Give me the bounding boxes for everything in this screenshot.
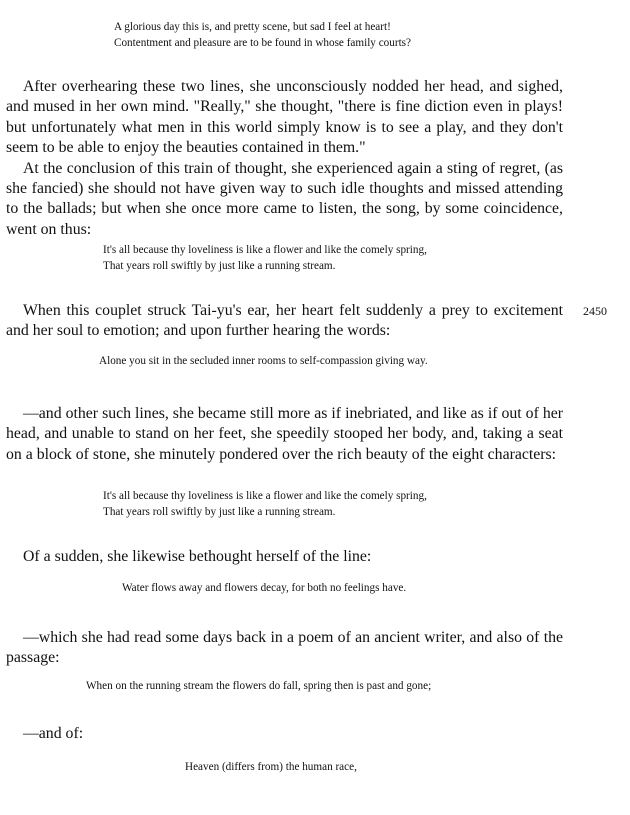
paragraph: When this couplet struck Tai-yu's ear, her heart felt suddenly a prey to excitement and her soul to emotion; and upon further hearing the words: (6, 302, 563, 340)
paragraph-block-6 (6, 724, 563, 744)
paragraph-block-3 (6, 404, 563, 465)
verse-block-2 (103, 242, 427, 274)
verse-block-5 (122, 580, 406, 596)
verse-line: That years roll swiftly by just like a running stream. (103, 506, 336, 518)
verse-line: A glorious day this is, and pretty scene, but sad I feel at heart! (114, 21, 391, 33)
paragraph-block-1 (6, 77, 563, 240)
verse-block-4 (103, 488, 427, 520)
verse-line: Contentment and pleasure are to be found in whose family courts? (114, 37, 412, 49)
verse-block-1 (114, 19, 411, 51)
verse-line: It's all because thy loveliness is like a flower and like the comely spring, (103, 490, 427, 502)
verse-block-7 (185, 759, 357, 775)
paragraph-block-2 (6, 301, 563, 342)
verse-line: It's all because thy loveliness is like a flower and like the comely spring, (103, 244, 427, 256)
paragraph: After overhearing these two lines, she unconsciously nodded her head, and sighed, and mused in her own mind. "Really," she thought, "there is fine diction even in plays! but unfortunately what men in this world simply know is to see a play, and they don't seem to be able to enjoy the beauties contained in them." (6, 78, 563, 157)
paragraph-block-4 (6, 547, 563, 567)
paragraph: At the conclusion of this train of thought, she experienced again a sting of regret, (as she fancied) she should not have given way to such idle thoughts and missed attending to the ballads; but when she once more came to listen, the song, by some coincidence, went on thus: (6, 159, 563, 238)
verse-block-6 (86, 678, 431, 694)
verse-line: That years roll swiftly by just like a running stream. (103, 260, 336, 272)
verse-line: When on the running stream the flowers do fall, spring then is past and gone; (86, 680, 432, 692)
verse-line: Heaven (differs from) the human race, (185, 761, 357, 773)
paragraph-block-5 (6, 628, 563, 669)
paragraph: —and of: (23, 725, 84, 742)
verse-line: Water flows away and flowers decay, for both no feelings have. (122, 582, 407, 594)
paragraph: —which she had read some days back in a poem of an ancient writer, and also of the passage: (6, 629, 563, 667)
paragraph: Of a sudden, she likewise bethought herself of the line: (23, 548, 372, 565)
verse-line: Alone you sit in the secluded inner rooms to self-compassion giving way. (99, 355, 428, 367)
verse-block-3 (99, 353, 428, 369)
line-number: 2450 (583, 304, 607, 318)
paragraph: —and other such lines, she became still more as if inebriated, and like as if out of her head, and unable to stand on her feet, she speedily stooped her body, and, taking a seat on a block of stone, she minutely pondered over the rich beauty of the eight characters: (6, 405, 563, 463)
